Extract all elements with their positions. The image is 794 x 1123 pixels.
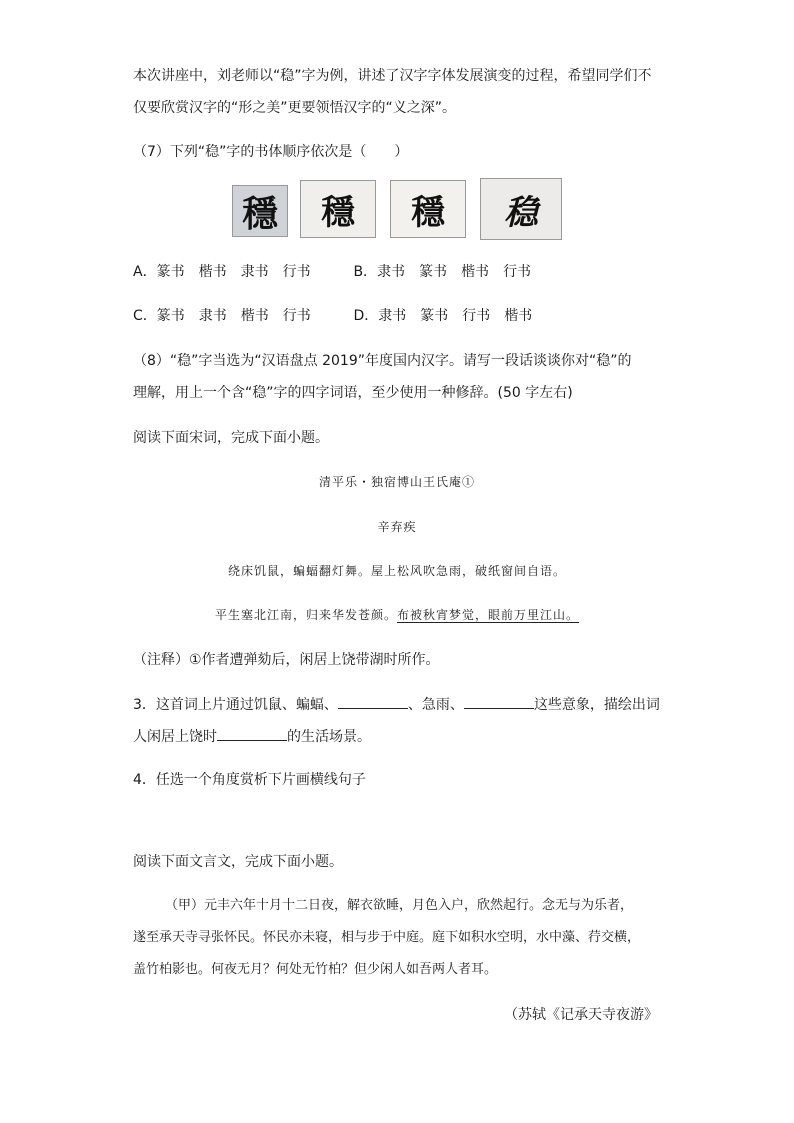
intro-line-2: 仅要欣赏汉字的“形之美”更要领悟汉字的“义之深”。 — [133, 100, 457, 116]
seal-script-image: 穩 — [232, 185, 288, 237]
answer-blank-1[interactable] — [338, 694, 408, 709]
option-b-label: B． — [353, 264, 378, 280]
question-8-line-1: （8）“稳”字当选为“汉语盘点 2019”年度国内汉字。请写一段话谈谈你对“稳”的 — [133, 353, 632, 369]
running-script-image: 稳 — [480, 178, 562, 240]
poem-note: （注释）①作者遭弹劾后，闲居上饶带湖时所作。 — [133, 652, 440, 668]
option-d[interactable]: D．隶书 篆书 行书 楷书 — [353, 308, 533, 324]
prose-source: （苏轼《记承天寺夜游》 — [504, 1007, 658, 1023]
prose-instruction: 阅读下面文言文，完成下面小题。 — [133, 854, 343, 870]
question-8-line-2: 理解，用上一个含“稳”字的四字词语，至少使用一种修辞。(50 字左右) — [133, 385, 573, 401]
regular-script-image: 穩 — [390, 180, 466, 238]
poem-line-2 — [0, 605, 794, 625]
question-3-line-1: 3．这首词上片通过饥鼠、蝙蝠、 、急雨、 这些意象，描绘出词 — [133, 694, 660, 715]
option-c[interactable]: C．篆书 隶书 楷书 行书 — [133, 308, 311, 324]
question-4: 4．任选一个角度赏析下片画横线句子 — [133, 772, 366, 788]
calligraphy-images — [232, 180, 562, 242]
question-7-stem: （7）下列“稳”字的书体顺序依次是（ ） — [133, 144, 409, 160]
poem-line-2-plain: 平生塞北江南，归来华发苍颜。 — [214, 608, 397, 622]
prose-line-2: 遂至承天寺寻张怀民。怀民亦未寝，相与步于中庭。庭下如积水空明，水中藻、荇交横， — [133, 930, 641, 945]
poem-title: 清平乐・独宿博山王氏庵① — [318, 475, 475, 489]
option-d-label: D． — [353, 308, 379, 324]
answer-blank-2[interactable] — [464, 694, 534, 709]
option-b[interactable]: B．隶书 篆书 楷书 行书 — [353, 264, 532, 280]
option-a[interactable]: A．篆书 楷书 隶书 行书 — [133, 264, 311, 280]
poem-line-2-underlined: 布被秋宵梦觉，眼前万里江山。 — [397, 608, 580, 622]
options-row-cd — [133, 306, 532, 326]
option-c-label: C． — [133, 308, 157, 324]
prose-line-3: 盖竹柏影也。何夜无月？何处无竹柏？但少闲人如吾两人者耳。 — [133, 962, 498, 977]
options-row-ab — [133, 262, 531, 282]
poem-instruction: 阅读下面宋词，完成下面小题。 — [133, 430, 329, 446]
poem-line-1: 绕床饥鼠，蝙蝠翻灯舞。屋上松风吹急雨，破纸窗间自语。 — [227, 564, 566, 578]
clerical-script-image: 穩 — [300, 180, 376, 238]
option-a-label: A． — [133, 264, 157, 280]
answer-blank-3[interactable] — [217, 726, 287, 741]
prose-line-1: （甲）元丰六年十月十二日夜，解衣欲睡，月色入户，欣然起行。念无与为乐者， — [165, 898, 634, 913]
question-3-line-2: 人闲居上饶时 的生活场景。 — [133, 726, 371, 747]
intro-line-1: 本次讲座中，刘老师以“稳”字为例，讲述了汉字字体发展演变的过程，希望同学们不 — [133, 68, 652, 84]
poem-author: 辛弃疾 — [377, 520, 417, 534]
